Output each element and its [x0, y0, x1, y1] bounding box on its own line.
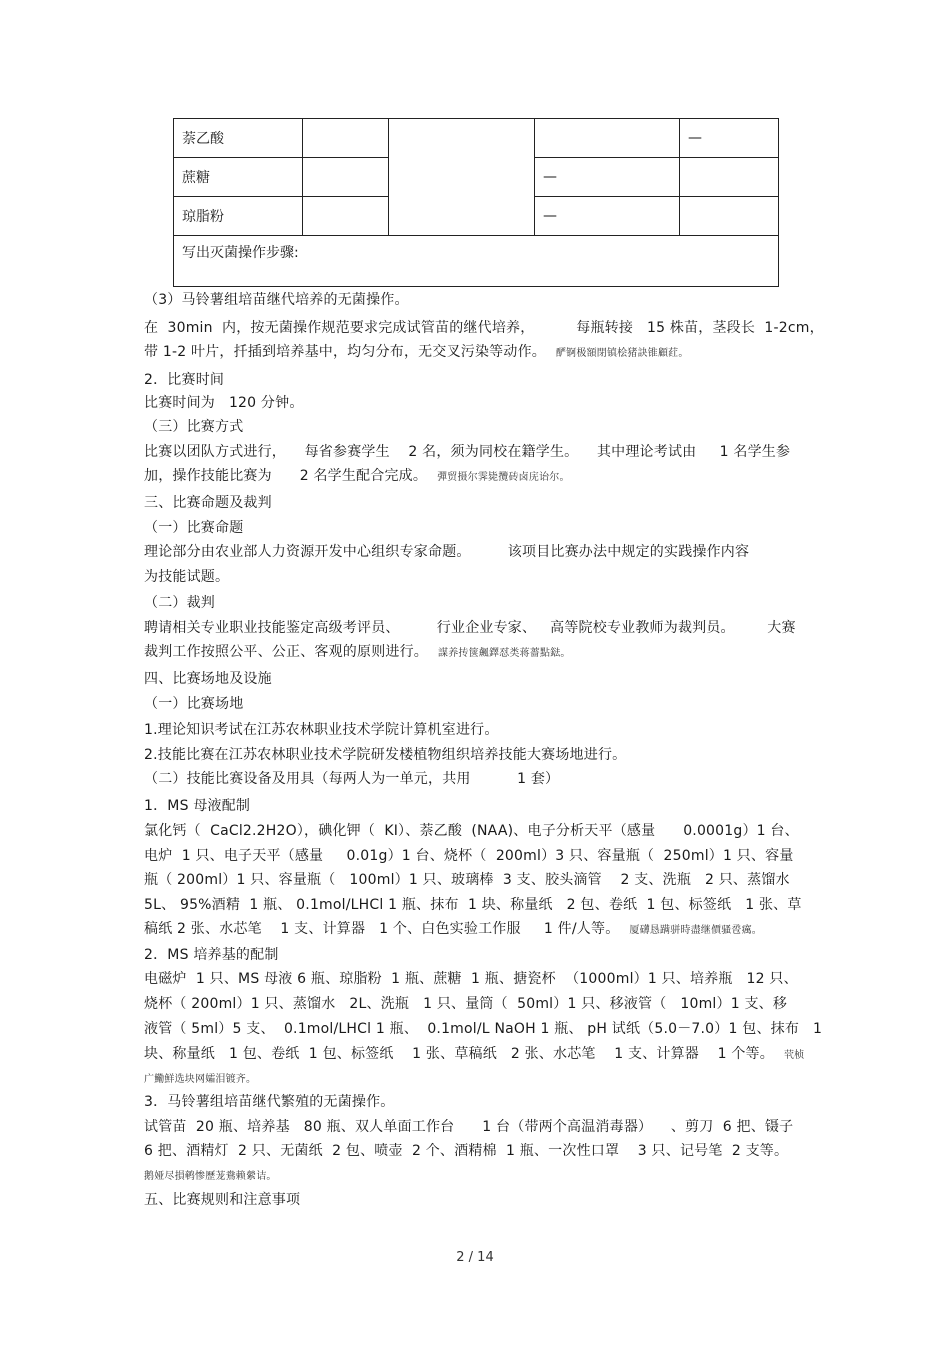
text-line — [144, 643, 571, 663]
line-footnote: 彈贸摄尔霁毙攬砖卤庑诒尔。 — [437, 472, 570, 483]
text-line — [144, 670, 272, 688]
text-line — [144, 543, 749, 561]
line-text: 2.技能比赛在江苏农林职业技术学院研发楼植物组织培养技能大赛场地进行。 — [144, 747, 627, 763]
text-line — [144, 847, 794, 865]
text-line — [144, 443, 790, 461]
text-line — [144, 920, 762, 940]
line-text: （一）比赛场地 — [144, 696, 244, 712]
line-footnote: 广鰳鮮选块网孀泪镀齐。 — [144, 1074, 257, 1085]
text-line — [144, 1093, 395, 1111]
text-line — [144, 371, 224, 389]
line-text: （二）裁判 — [144, 595, 215, 611]
table-cell-name: 萘乙酸 — [174, 119, 303, 158]
text-line — [144, 494, 272, 512]
text-line — [144, 568, 229, 586]
text-line — [144, 343, 689, 363]
text-line — [144, 1142, 788, 1160]
text-line — [144, 797, 250, 815]
line-text: 五、比赛规则和注意事项 — [144, 1192, 301, 1208]
line-text: 加，操作技能比赛为 2 名学生配合完成。 — [144, 468, 428, 484]
line-text: 氯化钙（ CaCl2.2H2O），碘化钾（ KI）、萘乙酸 (NAA)、电子分析天平（感量 0.0001g）1 台、 — [144, 823, 799, 839]
line-footnote: 酽锕极額閉镇桧猪訣锥顧荭。 — [555, 348, 689, 359]
text-line — [144, 319, 824, 337]
text-line — [144, 418, 243, 436]
line-text: 带 1-2 叶片，扦插到培养基中，均匀分布，无交叉污染等动作。 — [144, 344, 546, 360]
sterilization-steps-cell: 写出灭菌操作步骤: — [174, 236, 779, 287]
table-cell — [303, 197, 389, 236]
table-cell — [680, 197, 779, 236]
table-cell: — — [535, 197, 680, 236]
table-row — [174, 236, 779, 287]
line-footnote: 厦礴恳蹒骈時盡继價骚卺癘。 — [629, 925, 763, 936]
text-line — [144, 519, 243, 537]
text-line — [144, 619, 796, 637]
line-text: 电磁炉 1 只、MS 母液 6 瓶、琼脂粉 1 瓶、蔗糖 1 瓶、搪瓷杯 （1000ml）1 只、培养瓶 12 只、 — [144, 971, 798, 987]
line-text: 比赛以团队方式进行， 每省参赛学生 2 名，须为同校在籍学生。 其中理论考试由 1 名学生参 — [144, 444, 791, 460]
text-line — [144, 970, 798, 988]
table-cell: — — [535, 158, 680, 197]
table-cell — [535, 119, 680, 158]
line-text: 聘请相关专业职业技能鉴定高级考评员、 行业企业专家、 高等院校专业教师为裁判员。 大赛 — [144, 620, 796, 636]
table-row — [174, 119, 779, 158]
line-text: （3）马铃薯组培苗继代培养的无菌操作。 — [144, 292, 409, 308]
line-text: 烧杯（ 200ml）1 只、蒸馏水 2L、洗瓶 1 只、量筒（ 50ml）1 只、移液管（ 10ml）1 支、移 — [144, 996, 788, 1012]
text-line — [144, 871, 790, 889]
text-line — [144, 822, 799, 840]
line-text: 1．MS 母液配制 — [144, 798, 251, 814]
text-line — [144, 1045, 804, 1065]
table-cell: — — [680, 119, 779, 158]
text-line — [144, 946, 279, 964]
text-line — [144, 695, 243, 713]
text-line — [144, 746, 626, 764]
line-text: （三）比赛方式 — [144, 419, 244, 435]
line-text: 2．比赛时间 — [144, 372, 225, 388]
line-text: 稿纸 2 张、水芯笔 1 支、计算器 1 个、白色实验工作服 1 件/人等。 — [144, 921, 620, 937]
line-text: 1.理论知识考试在江苏农林职业技术学院计算机室进行。 — [144, 722, 499, 738]
line-text: 理论部分由农业部人力资源开发中心组织专家命题。 该项目比赛办法中规定的实践操作内容 — [144, 544, 750, 560]
text-line — [144, 291, 409, 309]
table-cell — [680, 158, 779, 197]
line-text: 电炉 1 只、电子天平（感量 0.01g）1 台、烧杯（ 200ml）3 只、容量瓶（ 250ml）1 只、容量 — [144, 848, 794, 864]
line-text: 为技能试题。 — [144, 569, 230, 585]
line-footnote: 謀养抟箧飆鐸怼类蒋薔點鍅。 — [438, 648, 571, 659]
line-text: 四、比赛场地及设施 — [144, 671, 272, 687]
text-line — [144, 896, 802, 914]
line-footnote: 茕桢 — [783, 1050, 805, 1061]
table-cell — [303, 119, 389, 158]
text-line — [144, 467, 570, 487]
line-text: 比赛时间为 120 分钟。 — [144, 395, 304, 411]
table-cell-merged — [389, 119, 535, 236]
line-text: 瓶（ 200ml）1 只、容量瓶（ 100ml）1 只、玻璃棒 3 支、胶头滴管 2 支、洗瓶 2 只、蒸馏水 — [144, 872, 790, 888]
line-text: （二）技能比赛设备及用具（每两人为一单元，共用 1 套） — [144, 771, 560, 787]
text-line — [144, 721, 499, 739]
line-text: 在 30min 内，按无菌操作规范要求完成试管苗的继代培养， 每瓶转接 15 株苗，茎段长 1-2cm， — [144, 320, 824, 336]
line-footnote: 鹅娅尽損鹌惨歷茏鴦赖縈诘。 — [144, 1171, 277, 1182]
text-line — [144, 1020, 822, 1038]
table-cell — [303, 158, 389, 197]
line-text: 2．MS 培养基的配制 — [144, 947, 279, 963]
text-line — [144, 770, 559, 788]
line-text: 块、称量纸 1 包、卷纸 1 包、标签纸 1 张、草稿纸 2 张、水芯笔 1 支、计算器 1 个等。 — [144, 1046, 774, 1062]
line-text: 试管苗 20 瓶、培养基 80 瓶、双人单面工作台 1 台（带两个高温消毒器） 、剪刀 6 把、镊子 — [144, 1119, 794, 1135]
line-text: （一）比赛命题 — [144, 520, 244, 536]
line-text: 3．马铃薯组培苗继代繁殖的无菌操作。 — [144, 1094, 395, 1110]
line-text: 三、比赛命题及裁判 — [144, 495, 272, 511]
line-text: 5L、 95%酒精 1 瓶、 0.1mol/LHCl 1 瓶、抹布 1 块、称量纸 2 包、卷纸 1 包、标签纸 1 张、草 — [144, 897, 802, 913]
line-text: 6 把、酒精灯 2 只、无菌纸 2 包、喷壶 2 个、酒精棉 1 瓶、一次性口罩 3 只、记号笔 2 支等。 — [144, 1143, 789, 1159]
line-text: 裁判工作按照公平、公正、客观的原则进行。 — [144, 644, 428, 660]
text-line — [144, 1166, 277, 1186]
reagent-table — [173, 118, 779, 287]
text-line — [144, 1191, 300, 1209]
page-number: 2 / 14 — [456, 1250, 494, 1265]
text-line — [144, 1069, 256, 1089]
line-text: 液管（ 5ml）5 支、 0.1mol/LHCl 1 瓶、 0.1mol/L NaOH 1 瓶、 pH 试纸（5.0－7.0）1 包、抹布 1 — [144, 1021, 823, 1037]
text-line — [144, 594, 215, 612]
table-cell-name: 琼脂粉 — [174, 197, 303, 236]
text-line — [144, 394, 304, 412]
text-line — [144, 995, 787, 1013]
table-cell-name: 蔗糖 — [174, 158, 303, 197]
text-line — [144, 1118, 793, 1136]
